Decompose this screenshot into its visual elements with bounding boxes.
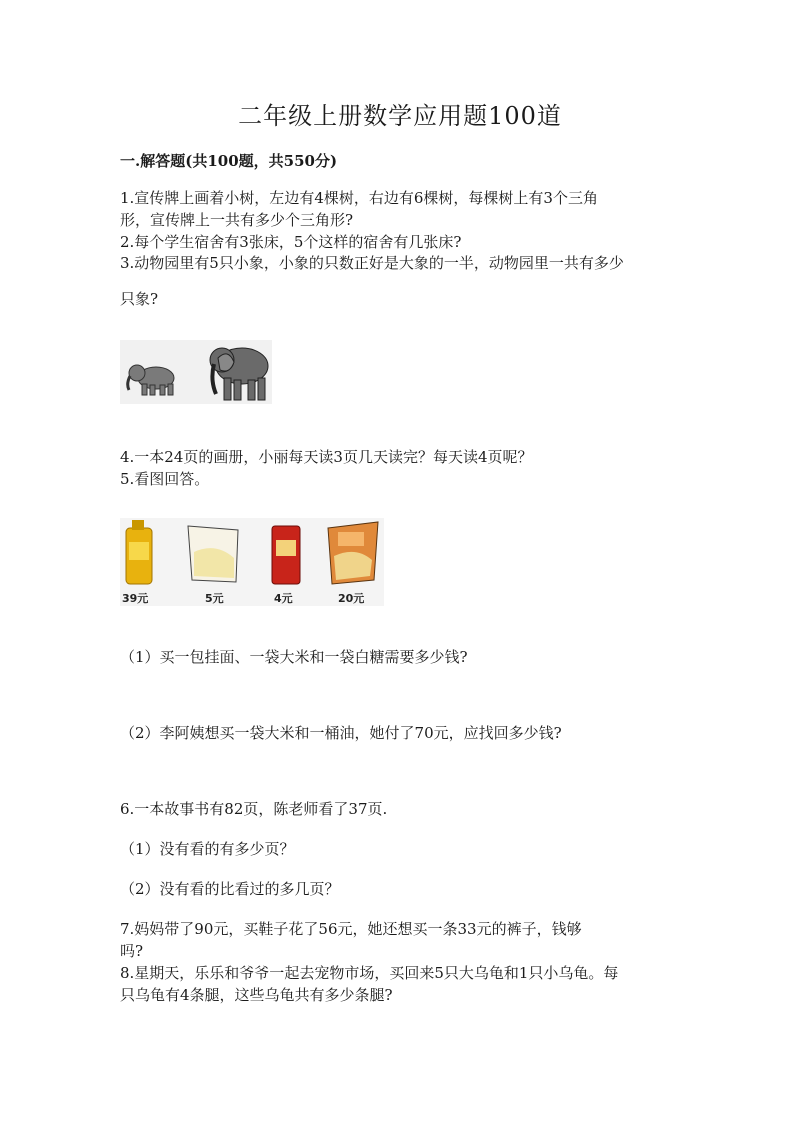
q6-sub1: （1）没有看的有多少页？ (120, 840, 295, 858)
section-heading: 一.解答题(共100题，共550分) (120, 152, 338, 170)
q8-line2: 只乌龟有4条腿，这些乌龟共有多少条腿? (120, 986, 393, 1004)
q4-text: 4.一本24页的画册，小丽每天读3页几天读完？每天读4页呢？ (120, 448, 533, 466)
noodle-price: 4元 (274, 592, 293, 605)
rice-bag-icon (328, 522, 378, 584)
oil-bottle-icon (126, 520, 152, 584)
sugar-bag-icon (188, 526, 238, 582)
q6-sub2: （2）没有看的比看过的多几页？ (120, 880, 340, 898)
elephants-image (120, 340, 272, 404)
big-elephant-icon (210, 348, 268, 400)
oil-price: 39元 (122, 592, 149, 605)
q7-line2: 吗? (120, 942, 144, 960)
goods-image (120, 518, 384, 606)
q5-text: 5.看图回答。 (120, 470, 210, 488)
q3-line1: 3.动物园里有5只小象，小象的只数正好是大象的一半，动物园里一共有多少 (120, 254, 624, 272)
q2-text: 2.每个学生宿舍有3张床，5个这样的宿舍有几张床? (120, 233, 462, 251)
q7-line1: 7.妈妈带了90元，买鞋子花了56元，她还想买一条33元的裤子，钱够 (120, 920, 582, 938)
q5-sub1: （1）买一包挂面、一袋大米和一袋白糖需要多少钱? (120, 648, 468, 666)
q3-line2: 只象? (120, 290, 159, 308)
rice-price: 20元 (338, 592, 365, 605)
q8-line1: 8.星期天，乐乐和爷爷一起去宠物市场，买回来5只大乌龟和1只小乌龟。每 (120, 964, 619, 982)
q1-line2: 形，宣传牌上一共有多少个三角形? (120, 211, 354, 229)
sugar-price: 5元 (205, 592, 224, 605)
q5-sub2: （2）李阿姨想买一袋大米和一桶油，她付了70元，应找回多少钱? (120, 724, 562, 742)
noodle-pack-icon (272, 526, 300, 584)
page-title: 二年级上册数学应用题100道 (238, 102, 562, 130)
q1-line1: 1.宣传牌上画着小树，左边有4棵树，右边有6棵树，每棵树上有3个三角 (120, 189, 598, 207)
small-elephant-icon (128, 365, 174, 395)
q6-text: 6.一本故事书有82页，陈老师看了37页. (120, 800, 388, 818)
